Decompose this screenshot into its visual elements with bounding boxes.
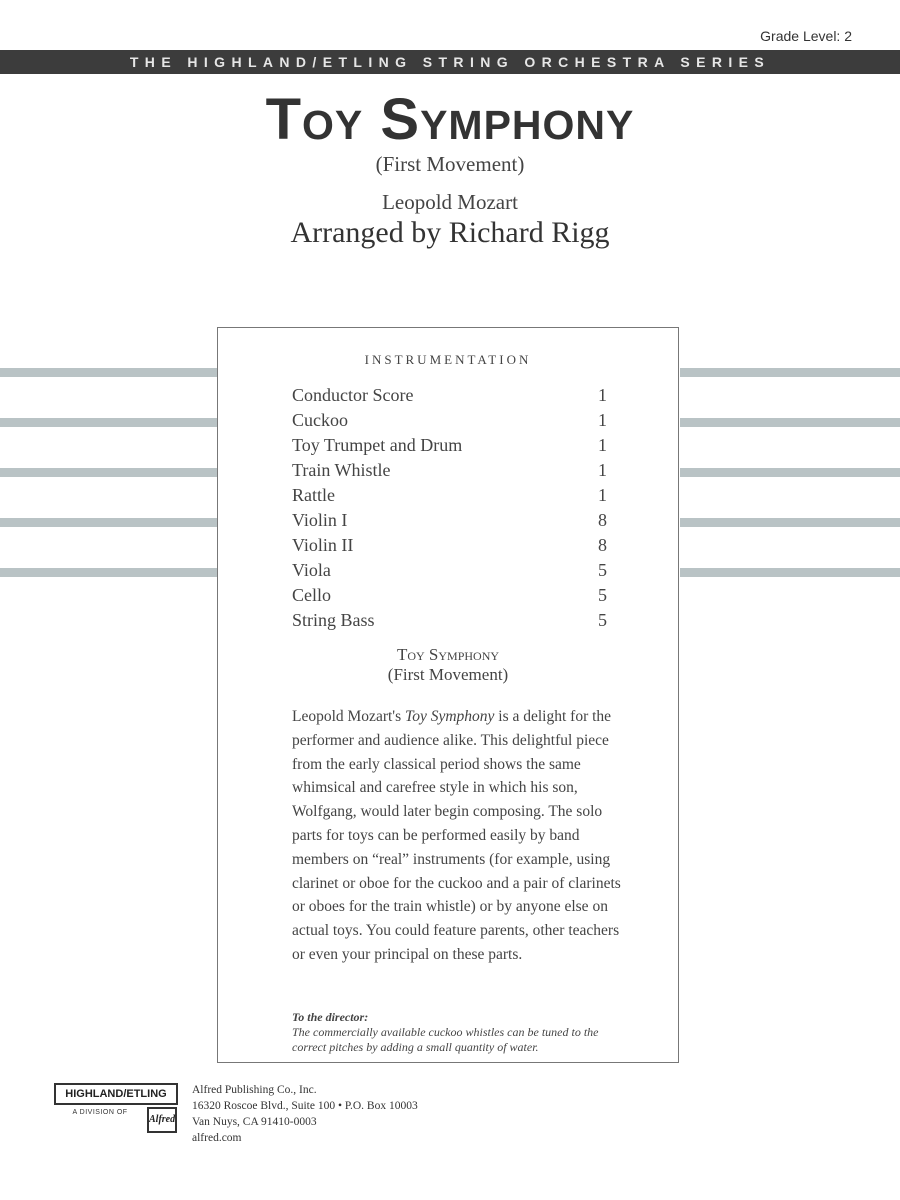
- publisher-website: alfred.com: [192, 1132, 242, 1144]
- grade-level: Grade Level: 2: [760, 28, 852, 44]
- instrument-row: [292, 510, 607, 535]
- notes-subtitle: (First Movement): [387, 665, 509, 684]
- publisher-city: Van Nuys, CA 91410-0003: [192, 1116, 317, 1128]
- instrumentation-heading: INSTRUMENTATION: [364, 352, 532, 367]
- instrument-name: Cuckoo: [292, 410, 348, 430]
- alfred-logo: Alfred: [147, 1107, 177, 1133]
- staff-line-right: [680, 518, 900, 527]
- director-note: [292, 1010, 622, 1055]
- arranger-credit: Arranged by Richard Rigg: [290, 216, 610, 249]
- instrument-row: [292, 535, 607, 560]
- publisher-name: Alfred Publishing Co., Inc.: [192, 1084, 317, 1096]
- staff-line-left: [0, 418, 218, 427]
- publisher-logo: [54, 1083, 178, 1133]
- notes-title-italic: Toy Symphony: [405, 708, 495, 725]
- staff-line-left: [0, 518, 218, 527]
- logo-division-text: A DIVISION OF: [72, 1109, 128, 1116]
- notes-text-rest: is a delight for the performer and audience alike. This delightful piece from the early classical period shows the same whimsical and carefree style in which his son, Wolfgang, would later begin composing. The solo parts for toys can be performed easily by band members on “real” instruments (for example, using clarinet or oboe for the cuckoo and a pair of clarinets or oboes for the train whistle) or by anyone else on actual toys. You could feature parents, other teachers or even your principal on these parts.: [292, 708, 621, 963]
- instrument-count: 8: [598, 535, 607, 555]
- piece-title: Toy Symphony: [265, 87, 635, 152]
- composer-name: Leopold Mozart: [382, 190, 518, 214]
- instrument-count: 1: [598, 460, 607, 480]
- instrument-count: 1: [598, 485, 607, 505]
- publisher-address: [192, 1082, 418, 1146]
- instrument-count: 5: [598, 560, 607, 580]
- instrument-row: [292, 485, 607, 510]
- instrument-name: Violin I: [292, 510, 348, 530]
- instrument-count: 5: [598, 610, 607, 630]
- instrument-name: Viola: [292, 560, 331, 580]
- staff-line-left: [0, 368, 218, 377]
- instrument-count: 1: [598, 385, 607, 405]
- instrument-row: [292, 610, 607, 635]
- notes-text-start: Leopold Mozart's: [292, 708, 405, 725]
- instrumentation-box: [217, 327, 679, 1063]
- highland-etling-logo: HIGHLAND/ETLING: [54, 1083, 178, 1105]
- instrument-row: [292, 460, 607, 485]
- staff-line-right: [680, 368, 900, 377]
- instrument-count: 1: [598, 410, 607, 430]
- instrument-name: Cello: [292, 585, 331, 605]
- notes-title: Toy Symphony: [396, 645, 500, 664]
- series-banner: THE HIGHLAND/ETLING STRING ORCHESTRA SERIES: [0, 50, 900, 74]
- instrument-row: [292, 435, 607, 460]
- staff-line-left: [0, 468, 218, 477]
- instrument-row: [292, 560, 607, 585]
- instrument-name: Violin II: [292, 535, 354, 555]
- instrument-name: String Bass: [292, 610, 375, 630]
- publisher-street: 16320 Roscoe Blvd., Suite 100 • P.O. Box 10003: [192, 1100, 418, 1112]
- staff-line-right: [680, 468, 900, 477]
- instrument-row: [292, 585, 607, 610]
- instrument-name: Train Whistle: [292, 460, 391, 480]
- staff-line-right: [680, 418, 900, 427]
- instrument-count: 8: [598, 510, 607, 530]
- instrument-count: 1: [598, 435, 607, 455]
- instrument-row: [292, 410, 607, 435]
- instrumentation-list: [292, 385, 607, 635]
- instrument-name: Conductor Score: [292, 385, 414, 405]
- instrument-name: Rattle: [292, 485, 335, 505]
- instrument-row: [292, 385, 607, 410]
- instrument-name: Toy Trumpet and Drum: [292, 435, 463, 455]
- staff-line-left: [0, 568, 218, 577]
- director-text: The commercially available cuckoo whistles can be tuned to the correct pitches by adding a small quantity of water.: [292, 1025, 599, 1054]
- staff-line-right: [680, 568, 900, 577]
- director-heading: To the director:: [292, 1010, 369, 1024]
- instrument-count: 5: [598, 585, 607, 605]
- program-notes: [292, 705, 622, 967]
- movement-subtitle: (First Movement): [375, 152, 525, 176]
